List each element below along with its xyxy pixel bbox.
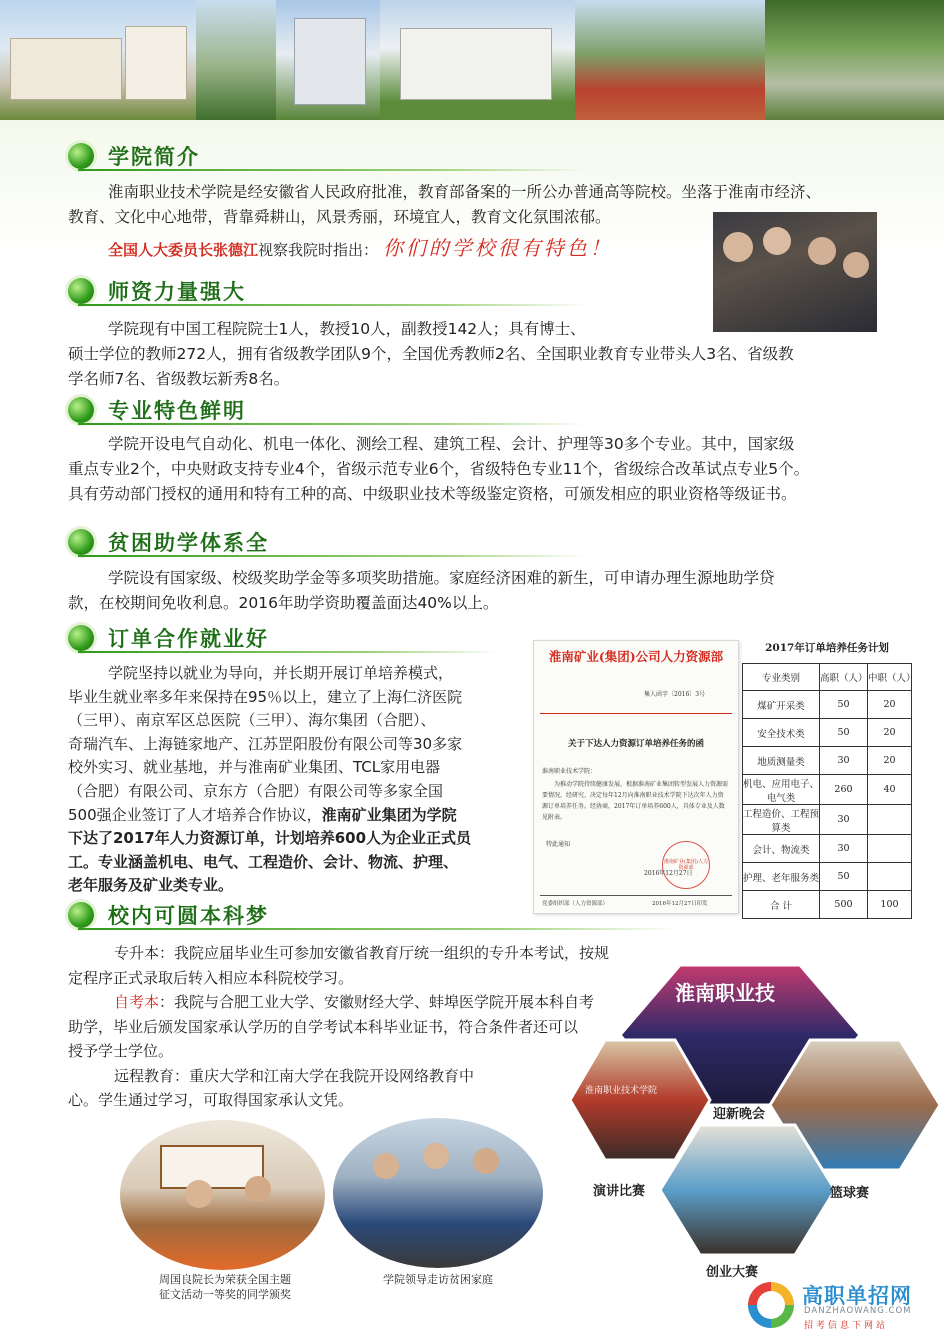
bullet-ball-icon bbox=[68, 397, 94, 423]
hex-label-startup: 创业大赛 bbox=[706, 1265, 759, 1280]
event-banner-text: 淮南职业技术学院 bbox=[585, 1086, 658, 1096]
table-row: 安全技术类 50 20 bbox=[743, 719, 912, 747]
section-title-jobs: 订单合作就业好 bbox=[68, 623, 269, 653]
hex-label-speech: 演讲比赛 bbox=[593, 1184, 646, 1199]
visit-caption: 学院领导走访贫困家庭 bbox=[383, 1273, 493, 1286]
jobs-text: 学院坚持以就业为导向，并长期开展订单培养模式， 毕业生就业率多年来保持在95％以上，建立了上海仁济医院 （三甲）、南京军区总医院（三甲）、海尔集团（合肥）、 奇瑞汽车、上海链家地产、江苏罡阳股份有限公司等30多家 校外实习、就业基地，并与淮南矿业集团、TCL家用电器 （合肥）有限公司、京东方（合肥）有限公司等多家全国 500强企业签订了人才培养合作协议，淮南矿业集团为学院 下达了2017年人力资源订单，计划培养600人为企业正式员 工。专业涵盖机电、电气、工程造价、会计、物流、护理、 老年服务及矿业类专业。 bbox=[68, 664, 472, 895]
banner-sign-text: 淮南职业技 bbox=[675, 981, 775, 1005]
bullet-ball-icon bbox=[68, 529, 94, 555]
bullet-ball-icon bbox=[68, 625, 94, 651]
section-title-aid: 贫困助学体系全 bbox=[68, 527, 269, 557]
logo-slogan: 招考信息下网站 bbox=[804, 1321, 889, 1331]
degree-text: 专升本：我院应届毕业生可参加安徽省教育厅统一组织的专升本考试，按规 定程序正式录取后转入相应本科院校学习。 自考本：我院与合肥工业大学、安徽财经大学、蚌埠医学院开展本科自考 助学，毕业后颁发国家承认学历的自学考试本科毕业证书，符合条件者还可以 授予学士学位。 远程教育：重庆大学和江南大学在我院开设网络教育中 心。学生通过学习，可取得国家承认文凭。 bbox=[68, 944, 610, 1109]
table-row: 合 计 500 100 bbox=[743, 891, 912, 919]
logo-domain: DANZHAOWANG.COM bbox=[804, 1306, 912, 1316]
intro-quote: 全国人大委员长张德江视察我院时指出： 你们的学校很有特色！ bbox=[108, 236, 613, 260]
letter-title: 关于下达人力资源订单培养任务的函 bbox=[567, 739, 704, 749]
logo-name: 高职单招网 bbox=[802, 1284, 912, 1308]
campus-photo-3 bbox=[276, 0, 380, 120]
hex-label-basketball: 篮球赛 bbox=[830, 1186, 870, 1201]
hr-letter-document: 淮南矿业(集团)公司人力资源部 集人函字〔2016〕3号 关于下达人力资源订单培养任务的函 淮南职业技术学院： 为推动学院持续健康发展，根据淮南矿业集团转型发展人力资源需要情况，经研究，决定每年12月向淮南职业技术学院下达次年人力资源订单培养任务。经协商，2017年订单培养600人，具体专业及人数见附表。 特此通知 淮南矿业(集团)人力资源部 2016年12月27日 党委组织部（人力资源部） 2016年12月27日印发 bbox=[533, 640, 739, 914]
intro-text: 淮南职业技术学院是经安徽省人民政府批准，教育部备案的一所公办普通高等院校。坐落于淮南市经济、 教育、文化中心地带，背靠舜耕山，风景秀丽，环境宜人，教育文化氛围浓郁。 bbox=[68, 183, 822, 226]
leader-visit-photo bbox=[713, 212, 877, 332]
section-title-intro: 学院简介 bbox=[68, 141, 200, 171]
section-title-degree: 校内可圆本科梦 bbox=[68, 900, 269, 930]
table-row: 机电、应用电子、电气类 260 40 bbox=[743, 775, 912, 805]
top-photo-banner bbox=[0, 0, 944, 120]
campus-photo-4 bbox=[380, 0, 575, 120]
bullet-ball-icon bbox=[68, 902, 94, 928]
plan-table-title: 2017年订单培养任务计划 bbox=[765, 642, 889, 654]
logo-circle-icon bbox=[748, 1282, 794, 1328]
table-row: 工程造价、工程预算类 30 bbox=[743, 805, 912, 835]
majors-text: 学院开设电气自动化、机电一体化、测绘工程、建筑工程、会计、护理等30多个专业。其中，国家级 重点专业2个，中央财政支持专业4个，省级示范专业6个，省级特色专业11个，省级综合改革试点专业5个。 具有劳动部门授权的通用和特有工种的高、中级职业技术等级鉴定资格，可颁发相应的职业资格等级证书。 bbox=[68, 435, 810, 503]
quote-handwriting: 你们的学校很有特色！ bbox=[382, 236, 613, 260]
section-title-faculty: 师资力量强大 bbox=[68, 276, 246, 306]
campus-photo-5 bbox=[575, 0, 765, 120]
bullet-ball-icon bbox=[68, 278, 94, 304]
table-row: 地质测量类 30 20 bbox=[743, 747, 912, 775]
aid-text: 学院设有国家级、校级奖助学金等多项奖助措施。家庭经济困难的新生，可申请办理生源地助学贷 款，在校期间免收利息。2016年助学资助覆盖面达40%以上。 bbox=[68, 569, 775, 612]
red-seal: 淮南矿业(集团)人力资源部 bbox=[662, 841, 710, 889]
table-row: 会计、物流类 30 bbox=[743, 835, 912, 863]
site-logo[interactable] bbox=[748, 1278, 938, 1332]
award-caption: 周国良院长为荣获全国主题 征文活动一等奖的同学颁奖 bbox=[159, 1273, 291, 1301]
startup-contest-photo bbox=[660, 1125, 835, 1255]
campus-photo-6 bbox=[765, 0, 944, 120]
section-title-majors: 专业特色鲜明 bbox=[68, 395, 246, 425]
poverty-visit-photo bbox=[333, 1118, 543, 1268]
plan-table-panel bbox=[742, 640, 916, 919]
campus-photo-1 bbox=[0, 0, 196, 120]
table-row: 煤矿开采类 50 20 bbox=[743, 691, 912, 719]
plan-table: 专业类别 高职（人） 中职（人） 煤矿开采类 50 20 安全技术类 50 20 地质测量类 30 20 机电、应用电子、电气类 260 40 工程造价、工程预算类 30 会计、物流类 30 护理、老年服务类 50 合 计 500 100 bbox=[742, 663, 912, 919]
table-row: 护理、老年服务类 50 bbox=[743, 863, 912, 891]
faculty-text: 学院现有中国工程院院士1人，教授10人，副教授142人；具有博士、 硕士学位的教师272人，拥有省级教学团队9个，全国优秀教师2名、全国职业教育专业带头人3名、省级教 学名师7名、省级教坛新秀8名。 bbox=[68, 320, 794, 388]
letter-header: 淮南矿业(集团)公司人力资源部 bbox=[548, 649, 724, 664]
award-ceremony-photo bbox=[120, 1120, 325, 1270]
campus-photo-2 bbox=[196, 0, 276, 120]
bullet-ball-icon bbox=[68, 143, 94, 169]
hex-label-welcome: 迎新晚会 bbox=[713, 1107, 766, 1122]
